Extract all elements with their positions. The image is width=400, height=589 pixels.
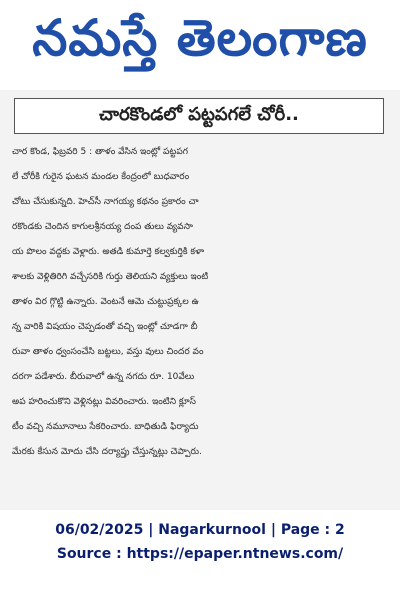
article-line: రువా తాళం ధ్వంసంచేసి బట్టలు, వస్తు వులు చిందర వం: [12, 347, 204, 357]
headline-box: [14, 98, 384, 134]
article-line: శాలకు వెళ్లితిరిగి వచ్చేసరికి గుర్తు తెలియని వ్యక్తులు ఇంటి: [12, 272, 209, 282]
article-line: య పొలం వద్దకు వెళ్లారు. అతడి కుమార్తె కల్వకుర్తికి కళా: [12, 247, 205, 257]
source-url-line: Source : https://epaper.ntnews.com/: [56, 546, 344, 562]
article-line: తాళం విర గ్గొట్టి ఉన్నారు. వెంటనే ఆమె చుట్టుప్రక్కల ఉ: [12, 297, 199, 307]
article-line: లే చోరీకి గురైన ఘటన మండల కేంద్రంలో బుధవారం: [12, 172, 190, 182]
article-line: దరగా పడేశారు. బీరువాలో ఉన్న నగదు రూ. 10వేలు: [12, 372, 195, 382]
article-headline: చారకొండలో పట్టపగలే చోరీ..: [99, 103, 299, 125]
article-line: రకొండకు చెందిన కాగులశ్రీనయ్య దంప తులు వ్యవసా: [12, 222, 193, 232]
news-clipping: [0, 90, 400, 510]
article-line: న్న వారికి విషయం చెప్పడంతో వచ్చి ఇంట్లో చూడగా బీ: [12, 322, 198, 332]
newspaper-masthead: [0, 6, 400, 82]
article-line: మేరకు కేసున మోదు చేసి దర్యాప్తు చేస్తున్నట్లు చెప్పారు.: [12, 447, 202, 457]
publication-date-line: 06/02/2025 | Nagarkurnool | Page : 2: [55, 522, 345, 538]
source-footer: [0, 518, 400, 566]
article-body: [12, 140, 392, 465]
article-line: చోటు చేసుకున్నది. హెచ్‌సీ నాగయ్య కథనం ప్రకారం చా: [12, 197, 199, 207]
article-line: అప హరించుకొని వెళ్లినట్లు వివరించారు. ఇంటిని క్లూస్: [12, 397, 196, 407]
masthead-title: నమస్తే తెలంగాణ: [32, 8, 368, 67]
article-line: టీం వచ్చి నమూనాలు సేకరించారు. బాధితుడి ఫిర్యాదు: [12, 422, 199, 432]
article-line: చార కొండ, ఫిబ్రవరి 5 : తాళం వేసిన ఇంట్లో పట్టపగ: [12, 147, 188, 157]
